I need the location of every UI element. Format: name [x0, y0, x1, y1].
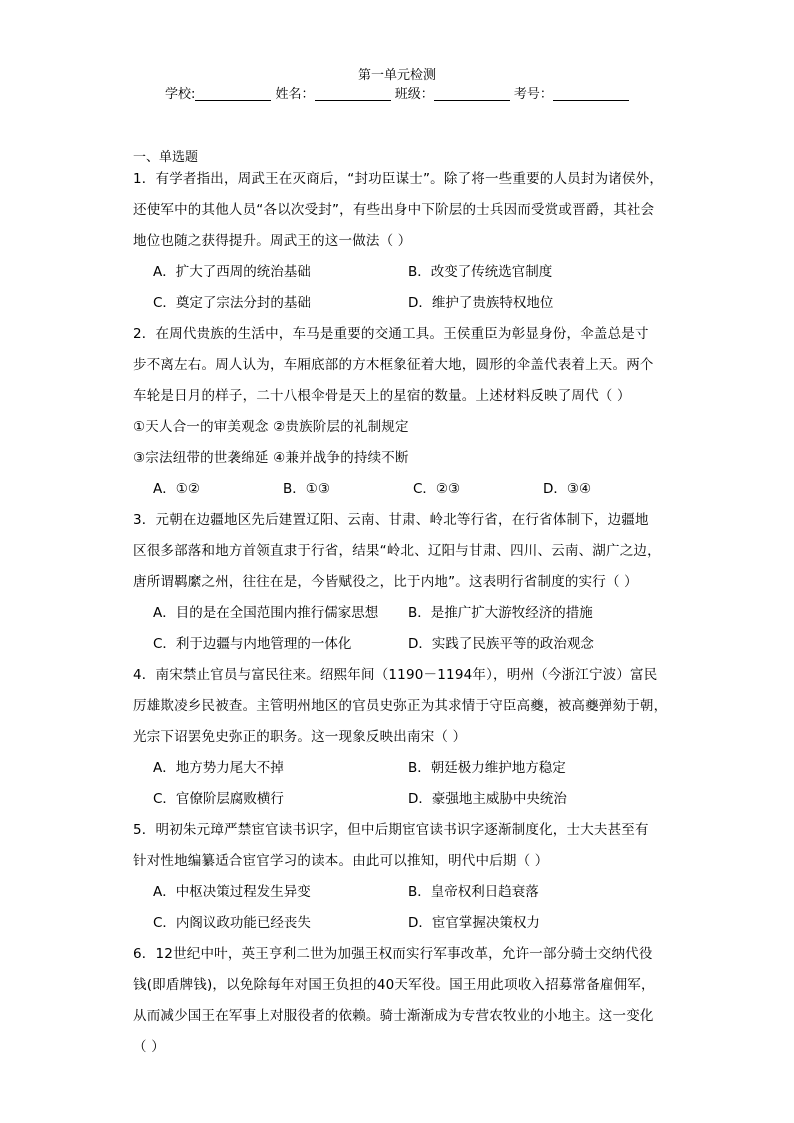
statement-line: ③宗法纽带的世袭绵延 ④兼并战争的持续不断 — [133, 450, 409, 466]
question-text-line: 光宗下诏罢免史弥正的职务。这一现象反映出南宋（ ） — [133, 729, 467, 745]
number-label: 考号： — [513, 87, 553, 102]
question-text-line: 钱(即盾牌钱)，以免除每年对国王负担的40天军役。国王用此项收入招募常备雇佣军， — [133, 977, 655, 993]
option-a[interactable]: A．地方势力尾大不掉 — [153, 760, 284, 776]
option-b[interactable]: B．皇帝权利日趋衰落 — [408, 884, 539, 900]
question-4 — [133, 660, 673, 815]
option-d[interactable]: D．实践了民族平等的政治观念 — [408, 636, 594, 652]
question-text-line: 5．明初朱元璋严禁宦官读书识字，但中后期宦官读书识字逐渐制度化，士大夫甚至有 — [133, 822, 649, 838]
school-field[interactable] — [195, 87, 271, 101]
option-a[interactable]: A．扩大了西周的统治基础 — [153, 264, 311, 280]
question-text-line: 车轮是日月的样子，二十八根伞骨是天上的星宿的数量。上述材料反映了周代（ ） — [133, 388, 631, 404]
option-row — [133, 753, 673, 784]
name-field[interactable] — [315, 87, 391, 101]
question-1 — [133, 164, 673, 319]
option-a[interactable]: A．中枢决策过程发生异变 — [153, 884, 311, 900]
question-text-line: 6．12世纪中叶，英王亨利二世为加强王权而实行军事改革，允许一部分骑士交纳代役 — [133, 946, 653, 962]
question-text-line: 针对性地编纂适合宦官学习的读本。由此可以推知，明代中后期（ ） — [133, 853, 549, 869]
name-label: 姓名： — [275, 87, 315, 102]
option-c[interactable]: C．利于边疆与内地管理的一体化 — [153, 636, 352, 652]
question-text-line: 地位也随之获得提升。周武王的这一做法（ ） — [133, 233, 412, 249]
option-b[interactable]: B．改变了传统选官制度 — [408, 264, 553, 280]
question-text-line: 4．南宋禁止官员与富民往来。绍熙年间（1190－1194年），明州（今浙江宁波）富民 — [133, 667, 658, 683]
option-d[interactable]: D．豪强地主威胁中央统治 — [408, 791, 567, 807]
option-b[interactable]: B．朝廷极力维护地方稳定 — [408, 760, 566, 776]
question-list — [133, 164, 673, 1063]
question-text-line: 唐所谓羁縻之州，往往在是，今皆赋役之，比于内地”。这表明行省制度的实行（ ） — [133, 574, 638, 590]
question-text-line: 2．在周代贵族的生活中，车马是重要的交通工具。王侯重臣为彰显身份，伞盖总是寸 — [133, 326, 649, 342]
option-row — [133, 784, 673, 815]
option-row — [133, 908, 673, 939]
option-row — [133, 629, 673, 660]
option-b[interactable]: B．①③ — [283, 481, 330, 497]
question-text-line: 步不离左右。周人认为，车厢底部的方木框象征着大地，圆形的伞盖代表着上天。两个 — [133, 357, 654, 373]
question-text-line: 厉雄欺凌乡民被查。主管明州地区的官员史弥正为其求情于守臣高夔，被高夔弹劾于朝， — [133, 698, 668, 714]
option-row — [133, 598, 673, 629]
question-2 — [133, 319, 673, 505]
question-6 — [133, 939, 673, 1063]
section-heading: 一、单选题 — [133, 150, 199, 165]
option-c[interactable]: C．②③ — [413, 481, 461, 497]
class-label: 班级： — [394, 87, 434, 102]
option-c[interactable]: C．官僚阶层腐败横行 — [153, 791, 284, 807]
option-a[interactable]: A．目的是在全国范围内推行儒家思想 — [153, 605, 379, 621]
option-b[interactable]: B．是推广扩大游牧经济的措施 — [408, 605, 593, 621]
question-3 — [133, 505, 673, 660]
option-a[interactable]: A．①② — [153, 481, 200, 497]
question-text-line: 1．有学者指出，周武王在灭商后，“封功臣谋士”。除了将一些重要的人员封为诸侯外， — [133, 171, 664, 187]
option-c[interactable]: C．内阁议政功能已经丧失 — [153, 915, 311, 931]
question-text-line: 区很多部落和地方首领直隶于行省，结果“岭北、辽阳与甘肃、四川、云南、湖广之边， — [133, 543, 661, 559]
student-info-line — [165, 83, 629, 102]
option-row — [133, 288, 673, 319]
option-d[interactable]: D．③④ — [543, 481, 592, 497]
school-label: 学校: — [165, 87, 196, 102]
option-row — [133, 257, 673, 288]
question-text-line: 还使军中的其他人员“各以次受封”，有些出身中下阶层的士兵因而受赏或晋爵，其社会 — [133, 202, 655, 218]
option-d[interactable]: D．宦官掌握决策权力 — [408, 915, 540, 931]
number-field[interactable] — [553, 87, 629, 101]
question-text-line: 3．元朝在边疆地区先后建置辽阳、云南、甘肃、岭北等行省，在行省体制下，边疆地 — [133, 512, 649, 528]
question-text-line: （ ） — [133, 1039, 165, 1055]
statement-line: ①天人合一的审美观念 ②贵族阶层的礼制规定 — [133, 419, 409, 435]
option-d[interactable]: D．维护了贵族特权地位 — [408, 295, 554, 311]
question-text-line: 从而减少国王在军事上对服役者的依赖。骑士渐渐成为专营农牧业的小地主。这一变化 — [133, 1008, 654, 1024]
option-row — [133, 474, 673, 505]
class-field[interactable] — [434, 87, 510, 101]
question-5 — [133, 815, 673, 939]
option-c[interactable]: C．奠定了宗法分封的基础 — [153, 295, 311, 311]
page-title: 第一单元检测 — [357, 68, 436, 83]
option-row — [133, 877, 673, 908]
